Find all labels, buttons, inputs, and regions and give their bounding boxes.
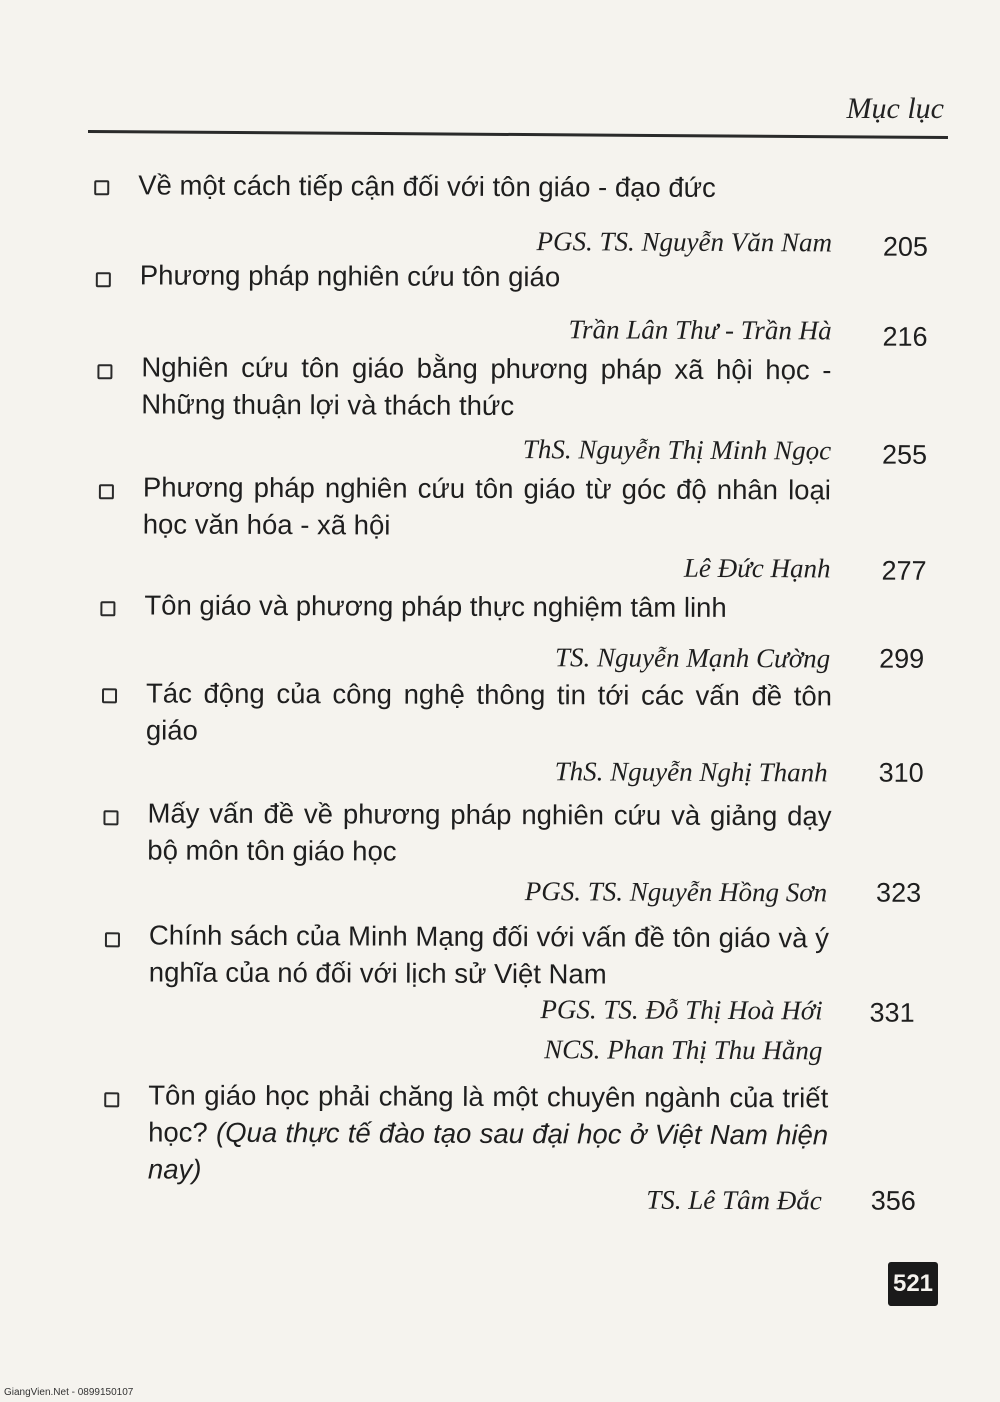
square-bullet-icon [99,484,114,499]
toc-entry-page: 356 [870,1185,916,1216]
square-bullet-icon [104,1092,119,1107]
toc-entry-page: 331 [869,997,915,1028]
toc-entry-author: PGS. TS. Đỗ Thị Hoà Hới [540,994,823,1026]
square-bullet-icon [103,810,118,825]
toc-entry-author: ThS. Nguyễn Thị Minh Ngọc [522,434,832,466]
toc-entry-page: 323 [876,877,922,908]
square-bullet-icon [102,688,117,703]
toc-entry-title [148,1076,828,1190]
toc-entry-page: 310 [878,757,924,788]
square-bullet-icon [96,272,111,287]
toc-entry-title: Nghiên cứu tôn giáo bằng phương pháp xã hội học - Những thuận lợi và thách thức [141,351,832,422]
toc-entry-coauthor: NCS. Phan Thị Thu Hằng [544,1034,823,1066]
toc-entry-title: Tác động của công nghệ thông tin tới các vấn đề tôn giáo [145,677,833,746]
toc-entry-title: Mấy vấn đề về phương pháp nghiên cứu và giảng dạy bộ môn tôn giáo học [147,797,832,867]
toc-entry-title-note: (Qua thực tế đào tạo sau đại học ở Việt Nam hiện nay) [147,1116,829,1185]
toc-entry-author: TS. Nguyễn Mạnh Cường [554,642,831,674]
toc-entry-author: TS. Lê Tâm Đắc [646,1184,822,1216]
page-number-badge: 521 [888,1262,938,1306]
toc-entry-title-main: Tôn giáo học phải chăng là một chuyên ngành của triết học? [148,1079,829,1148]
toc-entry-title: Phương pháp nghiên cứu tôn giáo [139,259,561,293]
toc-entry-author: Lê Đức Hạnh [683,552,831,584]
toc-entry-page: 205 [882,231,929,262]
toc-entry-author: PGS. TS. Nguyễn Văn Nam [536,226,833,258]
toc-entry-title: Về một cách tiếp cận đối với tôn giáo - đạo đức [138,169,716,203]
toc-entry-page: 277 [881,555,927,586]
toc-entry-title: Phương pháp nghiên cứu tôn giáo từ góc độ nhân loại học văn hóa - xã hội [142,471,831,541]
toc-entry-author: PGS. TS. Nguyễn Hồng Sơn [524,876,828,908]
square-bullet-icon [94,180,109,195]
toc-entry-title: Chính sách của Minh Mạng đối với vấn đề tôn giáo và ý nghĩa của nó đối với lịch sử Việt Nam [148,919,830,990]
watermark-text: GiangVien.Net - 0899150107 [4,1387,134,1398]
toc-entry-author: Trần Lân Thư - Trần Hà [568,314,832,346]
toc-entry-author: ThS. Nguyễn Nghị Thanh [554,756,828,788]
page-header-title: Mục lục [846,92,944,125]
toc-entry-title: Tôn giáo và phương pháp thực nghiệm tâm linh [144,589,727,623]
square-bullet-icon [100,601,115,616]
toc-entry-page: 299 [879,643,925,674]
square-bullet-icon [97,364,112,379]
toc-entry-page: 255 [881,439,928,470]
toc-entry-page: 216 [882,321,928,352]
square-bullet-icon [105,932,120,947]
